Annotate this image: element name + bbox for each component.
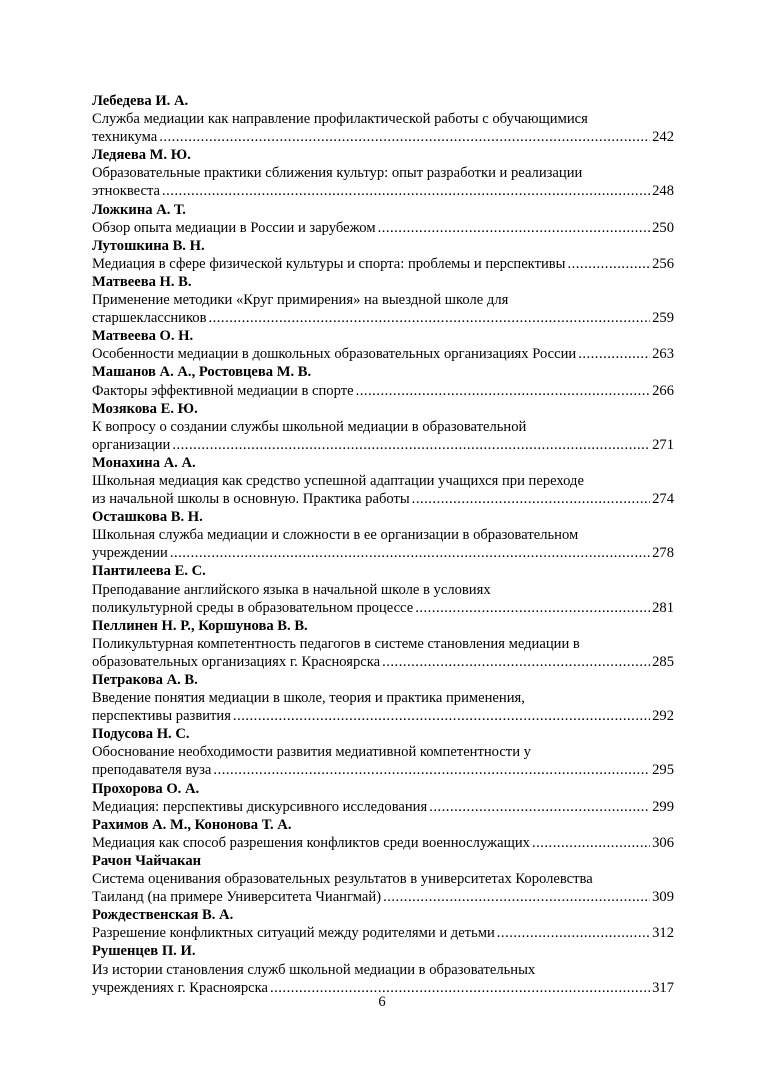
toc-entry-title-end: учреждении bbox=[92, 545, 168, 562]
toc-entry[interactable] bbox=[92, 852, 674, 906]
toc-entry-author: Подусова Н. С. bbox=[92, 726, 190, 743]
toc-entry-title-end: преподавателя вуза bbox=[92, 762, 212, 779]
toc-entry-title-line: К вопросу о создании службы школьной медиации в образовательной bbox=[92, 418, 527, 435]
toc-entry-page: 281 bbox=[652, 599, 674, 616]
toc-entry[interactable] bbox=[92, 273, 674, 327]
dot-leader bbox=[415, 599, 650, 617]
dot-leader bbox=[159, 128, 650, 146]
toc-entry-last-line bbox=[92, 834, 674, 852]
toc-entry[interactable] bbox=[92, 92, 674, 146]
toc-entry-page: 317 bbox=[652, 979, 674, 996]
toc-entry[interactable] bbox=[92, 327, 674, 363]
toc-entry-title-end: этноквеста bbox=[92, 183, 160, 200]
toc-entry[interactable] bbox=[92, 780, 674, 816]
toc-entry-title-end: учреждениях г. Красноярска bbox=[92, 979, 268, 996]
dot-leader bbox=[356, 382, 651, 400]
toc-entry-last-line bbox=[92, 182, 674, 200]
toc-entry-title-end: Особенности медиации в дошкольных образовательных организациях России bbox=[92, 346, 577, 363]
toc-entry-author: Ложкина А. Т. bbox=[92, 201, 186, 218]
toc-entry[interactable] bbox=[92, 146, 674, 200]
toc-entry-title-line: Школьная медиация как средство успешной адаптации учащихся при переходе bbox=[92, 472, 584, 489]
toc-entry-last-line bbox=[92, 255, 674, 273]
toc-entry-author: Матвеева Н. В. bbox=[92, 273, 192, 290]
toc-entry-page: 299 bbox=[652, 798, 674, 815]
toc-entry-last-line bbox=[92, 924, 674, 942]
toc-entry[interactable] bbox=[92, 201, 674, 237]
dot-leader bbox=[233, 707, 650, 725]
toc-entry[interactable] bbox=[92, 508, 674, 562]
dot-leader bbox=[162, 182, 650, 200]
toc-entry-title-end: Разрешение конфликтных ситуаций между родителями и детьми bbox=[92, 925, 495, 942]
dot-leader bbox=[170, 544, 650, 562]
toc-entry-title-line: Система оценивания образовательных результатов в университетах Королевства bbox=[92, 871, 593, 888]
toc-entry-title-end: организации bbox=[92, 436, 171, 453]
toc-entry-author: Прохорова О. А. bbox=[92, 780, 200, 797]
toc-entry-page: 271 bbox=[652, 436, 674, 453]
toc-entry-last-line bbox=[92, 128, 674, 146]
toc-entry-last-line bbox=[92, 436, 674, 454]
toc-entry-author: Пеллинен Н. Р., Коршунова В. В. bbox=[92, 617, 308, 634]
toc-entry-last-line bbox=[92, 345, 674, 363]
dot-leader bbox=[383, 888, 650, 906]
toc-entry[interactable] bbox=[92, 671, 674, 725]
toc-entry-author: Матвеева О. Н. bbox=[92, 328, 194, 345]
toc-entry-page: 295 bbox=[652, 762, 674, 779]
toc-entry-author: Мозякова Е. Ю. bbox=[92, 400, 198, 417]
toc-entry-last-line bbox=[92, 382, 674, 400]
dot-leader bbox=[497, 924, 650, 942]
dot-leader bbox=[567, 255, 650, 273]
toc-entry-page: 278 bbox=[652, 545, 674, 562]
toc-entry[interactable] bbox=[92, 725, 674, 779]
toc-entry-title-end: поликультурной среды в образовательном процессе bbox=[92, 599, 414, 616]
toc-entry-author: Осташкова В. Н. bbox=[92, 509, 203, 526]
toc-entry-last-line bbox=[92, 888, 674, 906]
toc-entry[interactable] bbox=[92, 454, 674, 508]
toc-entry-last-line bbox=[92, 798, 674, 816]
toc-entry-author: Монахина А. А. bbox=[92, 454, 196, 471]
toc-entry-title-line: Применение методики «Круг примирения» на выездной школе для bbox=[92, 292, 509, 309]
toc-entry-last-line bbox=[92, 219, 674, 237]
toc-entry-page: 309 bbox=[652, 889, 674, 906]
toc-entry-last-line bbox=[92, 490, 674, 508]
toc-entry-title-end: Медиация: перспективы дискурсивного исследования bbox=[92, 798, 428, 815]
dot-leader bbox=[382, 653, 650, 671]
toc-entry-title-end: старшеклассников bbox=[92, 310, 207, 327]
toc-entry-author: Ледяева М. Ю. bbox=[92, 147, 191, 164]
toc-entry-title-line: Образовательные практики сближения культур: опыт разработки и реализации bbox=[92, 165, 583, 182]
toc-entry-page: 256 bbox=[652, 255, 674, 272]
toc-entry-author: Рачон Чайчакан bbox=[92, 852, 202, 869]
toc-entry-title-line: Служба медиации как направление профилактической работы с обучающимися bbox=[92, 111, 588, 128]
toc-entry-page: 274 bbox=[652, 491, 674, 508]
toc-entry-title-end: техникума bbox=[92, 129, 158, 146]
toc-entry-author: Машанов А. А., Ростовцева М. В. bbox=[92, 364, 312, 381]
page-number: 6 bbox=[378, 994, 386, 1010]
toc-entry-author: Рождественская В. А. bbox=[92, 907, 234, 924]
dot-leader bbox=[429, 798, 650, 816]
toc-entry-title-end: перспективы развития bbox=[92, 708, 231, 725]
toc-entry-author: Лебедева И. А. bbox=[92, 93, 189, 109]
dot-leader bbox=[172, 436, 650, 454]
toc-entry[interactable] bbox=[92, 400, 674, 454]
dot-leader bbox=[412, 490, 650, 508]
toc-entry-title-line: Поликультурная компетентность педагогов в системе становления медиации в bbox=[92, 635, 580, 652]
dot-leader bbox=[532, 834, 650, 852]
dot-leader bbox=[378, 219, 651, 237]
toc-entry-page: 306 bbox=[652, 834, 674, 851]
toc-entry[interactable] bbox=[92, 816, 674, 852]
toc-entry-page: 285 bbox=[652, 653, 674, 670]
toc-entry-author: Пантилеева Е. С. bbox=[92, 563, 206, 580]
toc-entry-author: Рахимов А. М., Кононова Т. А. bbox=[92, 816, 292, 833]
toc-entry-title-line: Из истории становления служб школьной медиации в образовательных bbox=[92, 961, 536, 978]
toc-entry-title-end: Медиация как способ разрешения конфликтов среди военнослужащих bbox=[92, 834, 530, 851]
toc-entry-page: 266 bbox=[652, 382, 674, 399]
dot-leader bbox=[578, 345, 650, 363]
toc-entry-title-end: из начальной школы в основную. Практика работы bbox=[92, 491, 410, 508]
toc-entry-page: 250 bbox=[652, 219, 674, 236]
toc-entry-last-line bbox=[92, 653, 674, 671]
toc-entry-last-line bbox=[92, 761, 674, 779]
toc-entry-last-line bbox=[92, 309, 674, 327]
toc-entry[interactable] bbox=[92, 562, 674, 616]
toc-entry-title-line: Преподавание английского языка в начальной школе в условиях bbox=[92, 581, 491, 598]
toc-entry-author: Петракова А. В. bbox=[92, 672, 198, 688]
toc-entry[interactable] bbox=[92, 906, 674, 942]
dot-leader bbox=[213, 761, 650, 779]
toc-entry-author: Лутошкина В. Н. bbox=[92, 237, 205, 254]
toc-entry-title-end: Медиация в сфере физической культуры и спорта: проблемы и перспективы bbox=[92, 255, 566, 272]
toc-entry-author: Рушенцев П. И. bbox=[92, 943, 196, 960]
dot-leader bbox=[208, 309, 650, 327]
table-of-contents bbox=[92, 92, 674, 997]
toc-entry[interactable] bbox=[92, 617, 674, 671]
toc-entry-title-end: Факторы эффективной медиации в спорте bbox=[92, 382, 354, 399]
toc-entry-page: 312 bbox=[652, 925, 674, 942]
toc-entry-title-line: Обоснование необходимости развития медиативной компетентности у bbox=[92, 744, 531, 761]
toc-entry-title-end: Обзор опыта медиации в России и зарубежом bbox=[92, 219, 376, 236]
toc-entry-page: 292 bbox=[652, 708, 674, 725]
toc-entry-page: 248 bbox=[652, 183, 674, 200]
toc-entry-title-line: Введение понятия медиации в школе, теория и практика применения, bbox=[92, 690, 525, 707]
toc-entry[interactable] bbox=[92, 942, 674, 996]
toc-entry-page: 259 bbox=[652, 310, 674, 327]
toc-entry-title-end: Таиланд (на примере Университета Чиангмай) bbox=[92, 889, 382, 906]
toc-entry-page: 242 bbox=[652, 129, 674, 146]
toc-entry-last-line bbox=[92, 707, 674, 725]
toc-entry-title-line: Школьная служба медиации и сложности в ее организации в образовательном bbox=[92, 527, 579, 544]
toc-entry[interactable] bbox=[92, 237, 674, 273]
toc-entry-last-line bbox=[92, 544, 674, 562]
toc-entry-page: 263 bbox=[652, 346, 674, 363]
toc-entry-last-line bbox=[92, 599, 674, 617]
toc-entry[interactable] bbox=[92, 363, 674, 399]
toc-entry-title-end: образовательных организациях г. Красноярска bbox=[92, 653, 381, 670]
